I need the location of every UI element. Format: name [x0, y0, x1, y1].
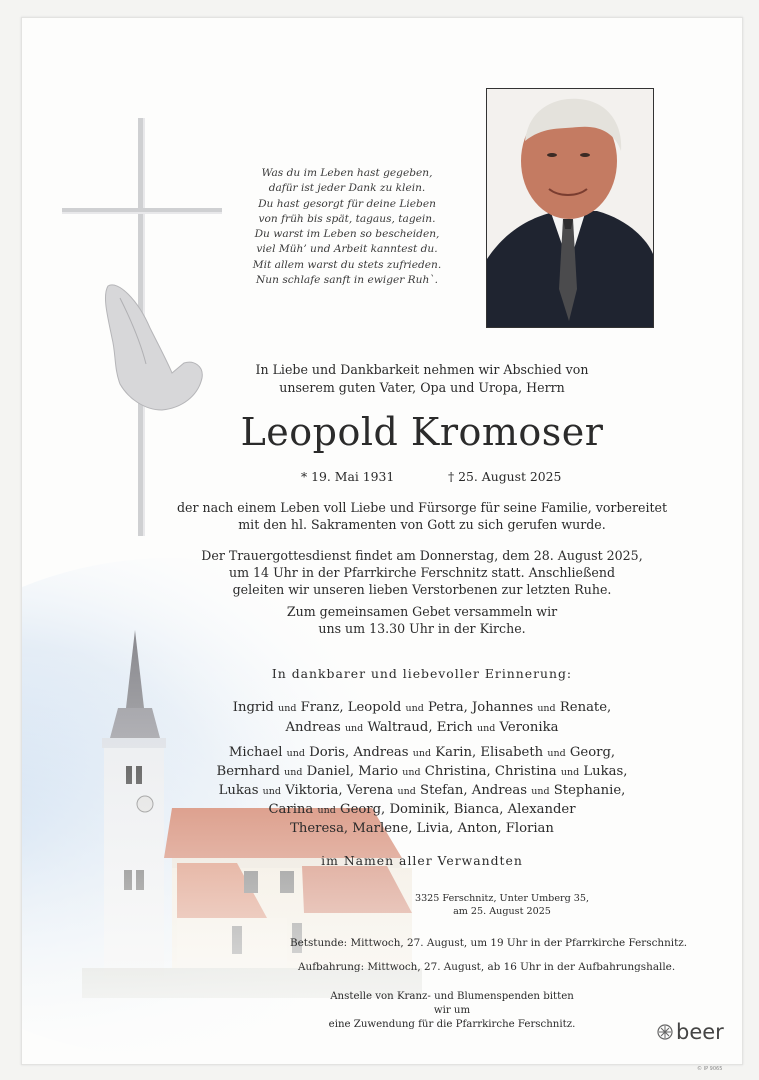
family-line: Carina und Georg, Dominik, Bianca, Alexander	[268, 802, 576, 817]
text-line: Zum gemeinsamen Gebet versammeln wir	[286, 604, 558, 619]
cross-icon	[22, 18, 242, 578]
text-line: eine Zuwendung für die Pfarrkirche Ferschnitz.	[328, 1019, 576, 1030]
remembrance-heading: In dankbarer und liebevoller Erinnerung:	[271, 666, 573, 681]
intro-line: unserem guten Vater, Opa und Uropa, Herrn	[279, 380, 565, 395]
aufbahrung-info: Aufbahrung: Mittwoch, 27. August, ab 16 Uhr in der Aufbahrungshalle.	[298, 961, 676, 973]
poem-line: Mit allem warst du stets zufrieden.	[252, 258, 442, 271]
donation-note	[322, 990, 582, 1032]
poem-line: dafür ist jeder Dank zu klein.	[268, 182, 426, 195]
poem-line: von früh bis spät, tagaus, tagein.	[258, 212, 436, 225]
text-line: mit den hl. Sakramenten von Gott zu sich gerufen wurde.	[238, 517, 606, 532]
text-line: Anstelle von Kranz- und Blumenspenden bitten wir um	[330, 991, 574, 1016]
family-line: Lukas und Viktoria, Verena und Stefan, Andreas und Stephanie,	[218, 783, 626, 798]
poem-line: Was du im Leben hast gegeben,	[261, 167, 433, 179]
poem-line: Nun schlafe sanft in ewiger Ruh`.	[256, 274, 438, 287]
family-line: Ingrid und Franz, Leopold und Petra, Johannes und Renate,	[232, 700, 612, 715]
prayer-paragraph	[142, 603, 702, 637]
text-line: uns um 13.30 Uhr in der Kirche.	[318, 621, 526, 636]
family-line: Michael und Doris, Andreas und Karin, Elisabeth und Georg,	[228, 745, 616, 760]
address-date: am 25. August 2025	[453, 906, 551, 917]
intro-text	[142, 361, 702, 397]
beer-logo	[656, 1020, 724, 1044]
poem-line: Du hast gesorgt für deine Lieben	[258, 197, 436, 210]
text-line: um 14 Uhr in der Pfarrkirche Ferschnitz statt. Anschließend	[228, 565, 616, 580]
flower-icon	[656, 1023, 674, 1041]
text-line: der nach einem Leben voll Liebe und Fürsorge für seine Familie, vorbereitet	[176, 500, 668, 515]
obituary-card	[21, 17, 743, 1065]
family-line: Bernhard und Daniel, Mario und Christina, Christina und Lukas,	[216, 764, 628, 779]
death-date: † 25. August 2025	[448, 469, 562, 484]
poem-line: Du warst im Leben so bescheiden,	[254, 228, 440, 241]
deceased-name: Leopold Kromoser	[240, 410, 604, 454]
intro-line: In Liebe und Dankbarkeit nehmen wir Abschied von	[255, 362, 589, 377]
family-children	[142, 699, 702, 738]
family-grandchildren	[142, 744, 702, 820]
text-line: geleiten wir unseren lieben Verstorbenen zur letzten Ruhe.	[232, 582, 612, 597]
funeral-service-paragraph	[142, 547, 702, 598]
address-block	[402, 892, 602, 918]
all-relatives: im Namen aller Verwandten	[321, 853, 523, 868]
logo-text: beer	[676, 1020, 724, 1044]
family-great-grandchildren: Theresa, Marlene, Livia, Anton, Florian	[290, 821, 554, 836]
text-line: Der Trauergottesdienst findet am Donnerstag, dem 28. August 2025,	[201, 548, 643, 563]
poem-line: viel Müh’ und Arbeit kanntest du.	[256, 243, 438, 256]
poem	[217, 166, 477, 288]
portrait-photo	[486, 88, 654, 328]
address-line: 3325 Ferschnitz, Unter Umberg 35,	[414, 893, 590, 904]
life-paragraph	[142, 499, 702, 533]
birth-date: * 19. Mai 1931	[301, 469, 395, 484]
betstunde-info: Betstunde: Mittwoch, 27. August, um 19 Uhr in der Pfarrkirche Ferschnitz.	[290, 937, 688, 949]
print-code: © IP 9065	[697, 1066, 723, 1072]
family-line: Andreas und Waltraud, Erich und Veronika	[285, 719, 559, 735]
